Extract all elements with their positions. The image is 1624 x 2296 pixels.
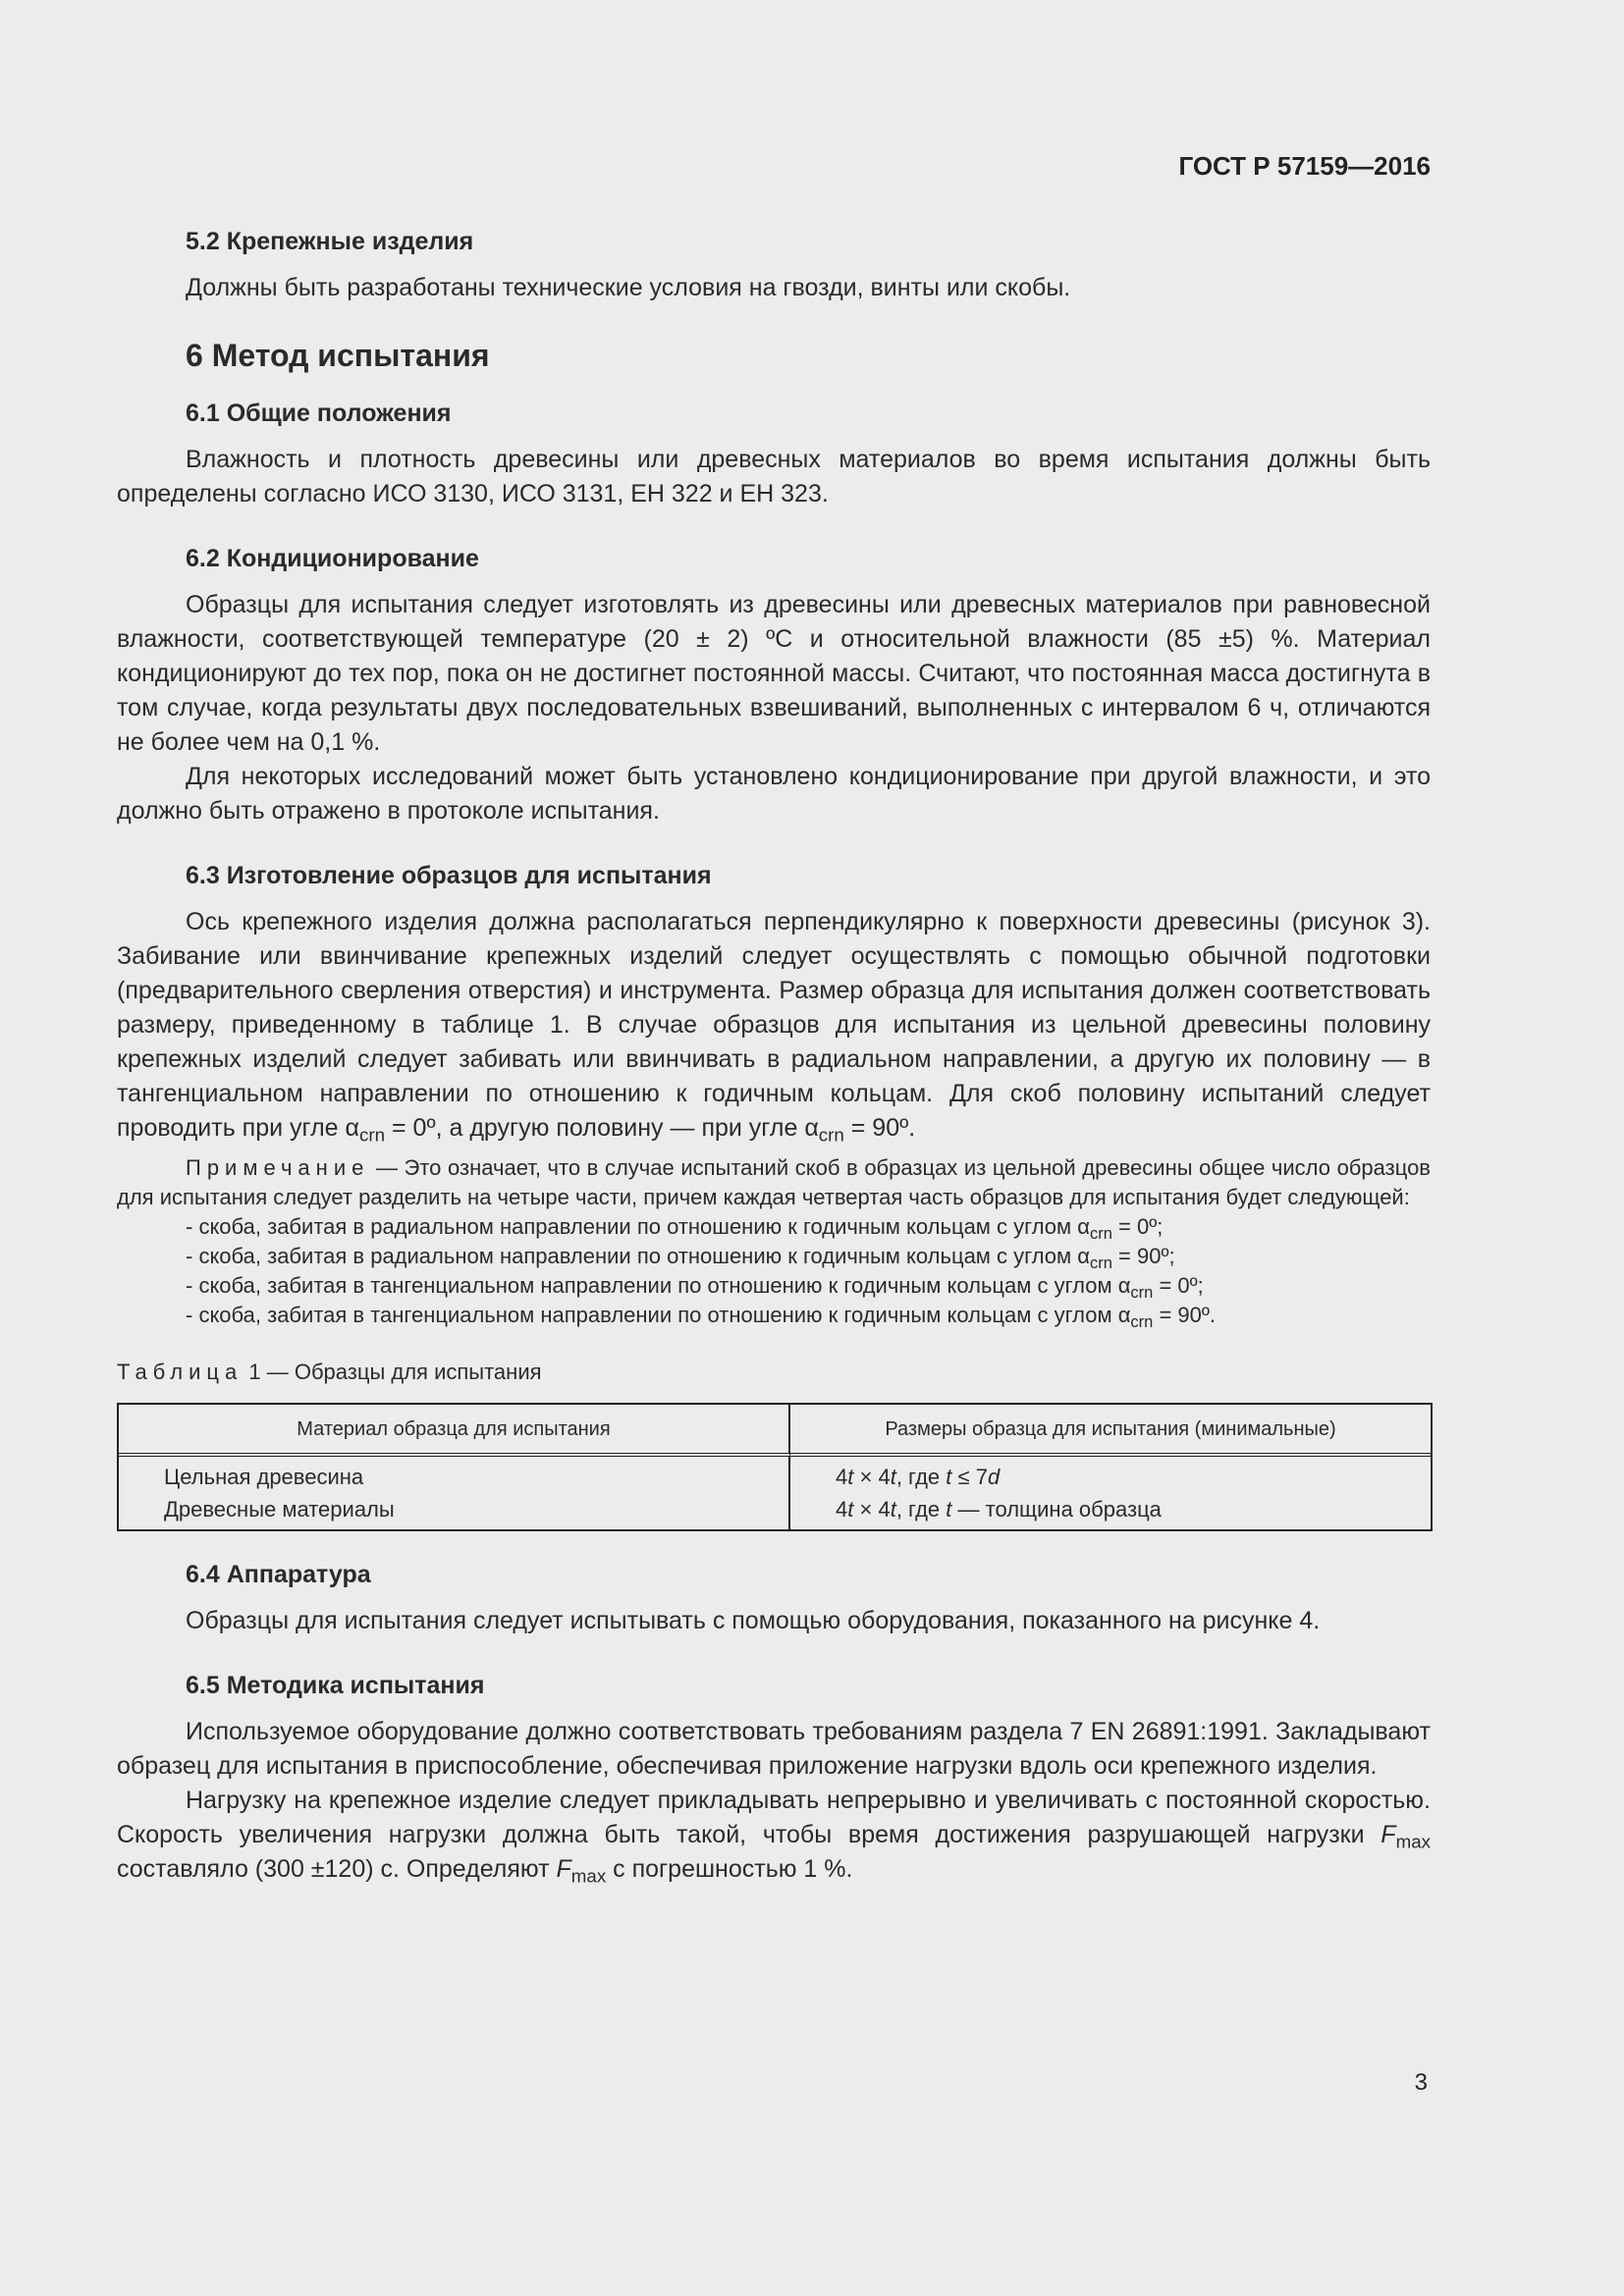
section-6-4-title: 6.4 Аппаратура xyxy=(186,1561,371,1588)
table-header-material: Материал образца для испытания xyxy=(119,1405,790,1457)
section-6-4-text: Образцы для испытания следует испытывать с помощью оборудования, показанного на рисунке 4. xyxy=(186,1607,1321,1634)
note-label: Примечание xyxy=(186,1155,370,1180)
section-6-2-text-2: Для некоторых исследований может быть установлено кондиционирование при другой влажности, и это должно быть отражено в протоколе испытания. xyxy=(117,763,1431,825)
section-6-2-title: 6.2 Кондиционирование xyxy=(186,545,479,572)
table-cell-wood-materials: Древесные материалы xyxy=(164,1497,395,1522)
table-cell-dim-1: 4t × 4t, где t ≤ 7d xyxy=(836,1465,1001,1489)
section-6-1-title: 6.1 Общие положения xyxy=(186,400,452,427)
note-text: Примечание — Это означает, что в случае испытаний скоб в образцах из цельной древесины общее число образцов для испытания следует разделить на четыре части, причем каждая четвертая часть образцов для испытания будет следующей: xyxy=(117,1155,1431,1209)
section-6-5-text-2: Нагрузку на крепежное изделие следует прикладывать непрерывно и увеличивать с постоянной скоростью. Скорость увеличения нагрузки должна быть такой, чтобы время достижения разрушающей нагрузки $F_{max}$ составляло (300 ±120) с. Определяют $F_{max}$ с погрешностью 1 %. xyxy=(117,1787,1431,1887)
section-6-5-title: 6.5 Методика испытания xyxy=(186,1672,485,1699)
page-number: 3 xyxy=(1414,2069,1428,2096)
section-6-3-title: 6.3 Изготовление образцов для испытания xyxy=(186,862,712,889)
section-5-2-title: 5.2 Крепежные изделия xyxy=(186,228,474,255)
section-6-5-text-1: Используемое оборудование должно соответствовать требованиям раздела 7 EN 26891:1991. Закладывают образец для испытания в приспособление, обеспечивая приложение нагрузки вдоль оси крепежного изделия. xyxy=(117,1718,1431,1780)
section-5-2-text: Должны быть разработаны технические условия на гвозди, винты или скобы. xyxy=(186,274,1071,301)
table-1-caption: Таблица 1 — Образцы для испытания xyxy=(117,1360,542,1384)
section-6-2-text-1: Образцы для испытания следует изготовлять из древесины или древесных материалов при равновесной влажности, соответствующей температуре (20 ± 2) ºС и относительной влажности (85 ±5) %. Материал кондиционируют до тех пор, пока он не достигнет постоянной массы. Считают, что постоянная масса достигнута в том случае, когда результаты двух последовательных взвешиваний, выполненных с интервалом 6 ч, отличаются не более чем на 0,1 %. xyxy=(117,591,1431,756)
table-1 xyxy=(117,1403,1433,1531)
section-6-1-text: Влажность и плотность древесины или древесных материалов во время испытания должны быть определены согласно ИСО 3130, ИСО 3131, ЕН 322 и ЕН 323. xyxy=(117,446,1431,507)
table-cell-dim-2: 4t × 4t, где t — толщина образца xyxy=(836,1497,1162,1522)
note-block xyxy=(117,1153,1431,1330)
note-item: - скоба, забитая в радиальном направлении по отношению к годичным кольцам с углом $\alpha_{crn}$ = 90º; xyxy=(186,1244,1175,1272)
document-code: ГОСТ Р 57159—2016 xyxy=(1178,151,1431,181)
page-content xyxy=(117,224,1431,1887)
note-item: - скоба, забитая в радиальном направлении по отношению к годичным кольцам с углом $\alpha_{crn}$ = 0º; xyxy=(186,1214,1164,1243)
section-6-title: 6 Метод испытания xyxy=(186,338,490,373)
table-header-dimensions: Размеры образца для испытания (минимальные) xyxy=(790,1405,1431,1457)
note-item: - скоба, забитая в тангенциальном направлении по отношению к годичным кольцам с углом $\alpha_{crn}$ = 0º; xyxy=(186,1273,1204,1302)
table-row xyxy=(119,1457,1431,1529)
alpha-symbol: α xyxy=(345,1114,359,1142)
table-cell-solid-wood: Цельная древесина xyxy=(164,1465,364,1489)
section-6-3-text: Ось крепежного изделия должна располагаться перпендикулярно к поверхности древесины (рисунок 3). Забивание или ввинчивание крепежных изделий следует осуществлять с помощью обычной подготовки (предварительного сверления отверстия) и инструмента. Размер образца для испытания должен соответствовать размеру, приведенному в таблице 1. В случае образцов для испытания из цельной древесины половину крепежных изделий следует забивать или ввинчивать в радиальном направлении, а другую их половину — в тангенциальном направлении по отношению к годичным кольцам. Для скоб половину испытаний следует проводить при угле $\alpha_{crn}$ = 0º, а другую половину — при угле $\alpha_{crn}$ = 90º. xyxy=(117,908,1431,1146)
note-item: - скоба, забитая в тангенциальном направлении по отношению к годичным кольцам с углом $\alpha_{crn}$ = 90º. xyxy=(186,1303,1217,1331)
